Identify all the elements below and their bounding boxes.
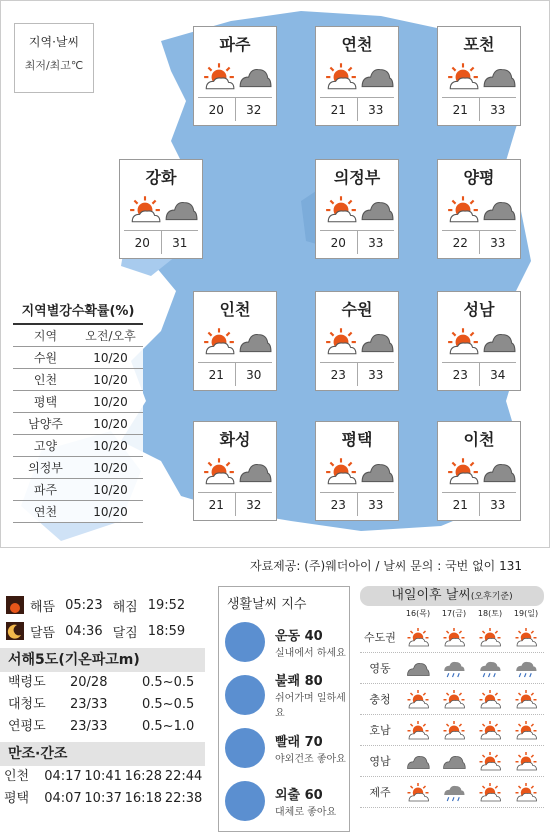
table-row [0,766,205,788]
cloud-rain-icon [472,655,508,681]
rain-header-ampm: 오전/오후 [85,329,136,343]
index-name: 운동 40 [275,628,323,644]
city-name: 양평 [463,168,495,187]
index-name: 빨래 70 [275,734,323,750]
region-cell: 평택 [33,395,58,409]
city-card [193,291,277,391]
tomorrow-note: (오후기준) [470,592,513,602]
region-cell: 고양 [33,439,58,453]
low-temp: 21 [320,98,358,121]
sea-section-title: 서해5도(기온파고m) [0,648,205,672]
time: 04:36 [65,623,103,639]
discomfort-icon [225,675,265,715]
table-row [13,347,143,369]
day-label: 17(금) [441,609,467,618]
high-temp: 33 [368,368,384,382]
cloud-icon [482,194,516,228]
sea-cell: 23/33 [70,697,108,712]
probability-cell: 10/20 [93,483,128,497]
city-name: 의정부 [333,168,381,187]
cloud-rain-icon [436,655,472,681]
region-label: 제주 [369,786,391,799]
partly-sunny-icon [324,326,358,360]
partly-sunny-icon [446,326,480,360]
tomorrow-title-text: 내일이후 날씨 [391,588,471,603]
moonrise-icon [6,622,24,640]
city-icons [202,61,272,91]
label: 해뜸 [30,599,56,615]
city-name: 화성 [219,430,251,449]
table-row [13,479,143,501]
city-card [193,421,277,521]
region-cell: 파주 [33,483,58,497]
city-card [193,26,277,126]
partly-sunny-icon [436,717,472,743]
table-row [0,694,205,716]
tide-cell: 04:17 [44,769,82,784]
rain-table-header [13,325,143,347]
rain-table-title: 지역별강수확률(%) [13,301,143,325]
cloud-icon [360,456,394,490]
time: 05:23 [65,597,103,613]
forecast-row [360,622,544,653]
city-card [119,159,203,259]
sea-cell: 대청도 [8,697,46,712]
sea-cell: 20/28 [70,675,108,690]
high-temp: 33 [368,498,384,512]
city-card [437,26,521,126]
region-label: 영동 [369,662,391,675]
life-index-item [219,615,349,668]
forecast-row [360,684,544,715]
cloud-icon [238,326,272,360]
day-label: 18(토) [477,609,503,618]
sunrise-icon [6,596,24,614]
laundry-icon [225,728,265,768]
cloud-icon [436,748,472,774]
probability-cell: 10/20 [93,373,128,387]
high-temp: 30 [246,368,262,382]
city-name: 인천 [219,300,251,319]
cloud-rain-icon [436,779,472,805]
partly-sunny-icon [508,624,544,650]
low-temp: 20 [198,98,236,121]
high-temp: 33 [368,103,384,117]
tide-cell: 16:18 [124,791,163,806]
table-row [13,391,143,413]
city-card [315,291,399,391]
sea-cell: 0.5~0.5 [142,697,195,712]
city-temps [442,362,516,386]
partly-sunny-icon [202,456,236,490]
index-name: 외출 60 [275,787,323,803]
city-icons [128,194,198,224]
city-temps [198,362,272,386]
city-card [315,421,399,521]
low-temp: 21 [442,98,480,121]
rain-probability-table [13,301,143,523]
city-name: 연천 [341,35,373,54]
cloud-icon [238,61,272,95]
high-temp: 32 [246,498,262,512]
label: 달짐 [112,625,138,641]
partly-sunny-icon [436,624,472,650]
forecast-row [360,746,544,777]
table-row [13,413,143,435]
low-temp: 23 [320,363,358,386]
city-card [437,291,521,391]
city-card [315,159,399,259]
partly-sunny-icon [508,686,544,712]
table-row [0,672,205,694]
tide-section-title: 만조·간조 [0,742,205,766]
probability-cell: 10/20 [93,417,128,431]
cloud-icon [482,61,516,95]
city-icons [324,456,394,486]
exercise-icon [225,622,265,662]
region-label: 수도권 [364,631,396,644]
high-temp: 33 [490,103,506,117]
high-temp: 34 [490,368,506,382]
city-card [437,421,521,521]
city-temps [442,97,516,121]
cloud-icon [400,655,436,681]
partly-sunny-icon [472,624,508,650]
index-name: 불쾌 80 [275,674,323,689]
forecast-row [360,777,544,808]
partly-sunny-icon [202,61,236,95]
low-temp: 21 [198,363,236,386]
life-index-title: 생활날씨 지수 [227,597,307,612]
partly-sunny-icon [202,326,236,360]
low-temp: 20 [124,231,162,254]
probability-cell: 10/20 [93,351,128,365]
high-temp: 33 [490,498,506,512]
city-name: 평택 [341,430,373,449]
tide-cell: 16:28 [124,769,163,784]
tide-cell: 22:38 [164,791,203,806]
region-cell: 연천 [33,505,58,519]
probability-cell: 10/20 [93,395,128,409]
partly-sunny-icon [472,686,508,712]
region-cell: 수원 [33,351,58,365]
region-label: 호남 [369,724,391,737]
partly-sunny-icon [508,779,544,805]
partly-sunny-icon [400,686,436,712]
life-index-item [219,668,349,721]
low-temp: 22 [442,231,480,254]
label: 해짐 [112,599,138,615]
partly-sunny-icon [400,779,436,805]
day-label: 19(일) [513,609,539,618]
partly-sunny-icon [324,61,358,95]
cloud-icon [164,194,198,228]
partly-sunny-icon [324,456,358,490]
high-temp: 31 [172,236,188,250]
low-temp: 20 [320,231,358,254]
cloud-rain-icon [508,655,544,681]
city-icons [446,326,516,356]
city-name: 강화 [145,168,177,187]
city-temps [442,230,516,254]
tide-cell: 10:37 [84,791,122,806]
city-temps [320,97,394,121]
tomorrow-days [400,608,544,622]
city-temps [198,97,272,121]
cloud-icon [482,456,516,490]
table-row [13,435,143,457]
day-label: 16(목) [405,609,431,618]
sun-times [0,592,205,618]
city-name: 수원 [341,300,373,319]
index-desc: 쉬어가며 일하세요 [275,693,346,719]
city-name: 파주 [219,35,251,54]
partly-sunny-icon [400,624,436,650]
sea-cell: 0.5~1.0 [142,719,195,734]
table-row [13,369,143,391]
partly-sunny-icon [472,748,508,774]
city-temps [320,492,394,516]
city-name: 이천 [463,430,495,449]
cloud-icon [238,456,272,490]
region-label: 영남 [369,755,391,768]
city-icons [324,194,394,224]
tide-cell: 22:44 [164,769,203,784]
moon-times [0,618,205,644]
low-temp: 23 [442,363,480,386]
city-icons [324,326,394,356]
partly-sunny-icon [128,194,162,228]
sea-cell: 0.5~0.5 [142,675,195,690]
city-temps [320,230,394,254]
high-temp: 33 [368,236,384,250]
city-icons [446,456,516,486]
high-temp: 32 [246,103,262,117]
city-icons [202,326,272,356]
city-temps [442,492,516,516]
partly-sunny-icon [508,717,544,743]
cloud-icon [360,61,394,95]
partly-sunny-icon [446,61,480,95]
partly-sunny-icon [508,748,544,774]
sea-cell: 연평도 [8,719,46,734]
city-icons [446,194,516,224]
city-icons [324,61,394,91]
tomorrow-title [360,586,544,606]
partly-sunny-icon [472,779,508,805]
index-desc: 대체로 좋아요 [275,806,337,818]
region-cell: 인천 [33,373,58,387]
tomorrow-forecast [360,586,544,832]
city-name: 성남 [463,300,495,319]
cloud-icon [360,326,394,360]
region-cell: 남양주 [28,417,63,431]
city-card [315,26,399,126]
cloud-icon [400,748,436,774]
partly-sunny-icon [446,456,480,490]
time: 18:59 [147,623,186,639]
legend-title: 지역·날씨 [28,35,80,49]
life-index-item [219,774,349,827]
sea-cell: 백령도 [8,675,46,690]
table-row [0,788,205,810]
tide-cell: 10:41 [84,769,122,784]
rain-header-region: 지역 [33,329,58,343]
time: 19:52 [147,597,186,613]
forecast-row [360,653,544,684]
forecast-row [360,715,544,746]
partly-sunny-icon [446,194,480,228]
partly-sunny-icon [472,717,508,743]
city-icons [202,456,272,486]
city-icons [446,61,516,91]
high-temp: 33 [490,236,506,250]
table-row [13,457,143,479]
city-name: 포천 [463,35,495,54]
legend-subtitle: 최저/최고℃ [24,59,84,72]
partly-sunny-icon [436,686,472,712]
probability-cell: 10/20 [93,439,128,453]
low-temp: 23 [320,493,358,516]
tide-cell: 평택 [4,791,30,806]
low-temp: 21 [198,493,236,516]
sea-cell: 23/33 [70,719,108,734]
city-temps [198,492,272,516]
partly-sunny-icon [400,717,436,743]
index-desc: 야외건조 좋아요 [275,753,346,765]
region-cell: 의정부 [28,461,63,475]
tide-cell: 04:07 [44,791,82,806]
city-card [437,159,521,259]
tide-cell: 인천 [4,769,30,784]
index-desc: 실내에서 하세요 [275,647,346,659]
map-legend [14,23,94,93]
cloud-icon [482,326,516,360]
region-label: 충청 [369,693,391,706]
label: 달뜸 [30,625,56,641]
partly-sunny-icon [324,194,358,228]
outing-icon [225,781,265,821]
life-index-item [219,721,349,774]
sun-moon-sea-panel [0,592,205,810]
low-temp: 21 [442,493,480,516]
cloud-icon [360,194,394,228]
city-temps [124,230,198,254]
table-row [0,716,205,738]
data-source-note: 자료제공: (주)웨더아이 / 날씨 문의 : 국번 없이 131 [250,559,522,573]
table-row [13,501,143,523]
probability-cell: 10/20 [93,461,128,475]
city-temps [320,362,394,386]
life-weather-index [218,586,350,832]
probability-cell: 10/20 [93,505,128,519]
